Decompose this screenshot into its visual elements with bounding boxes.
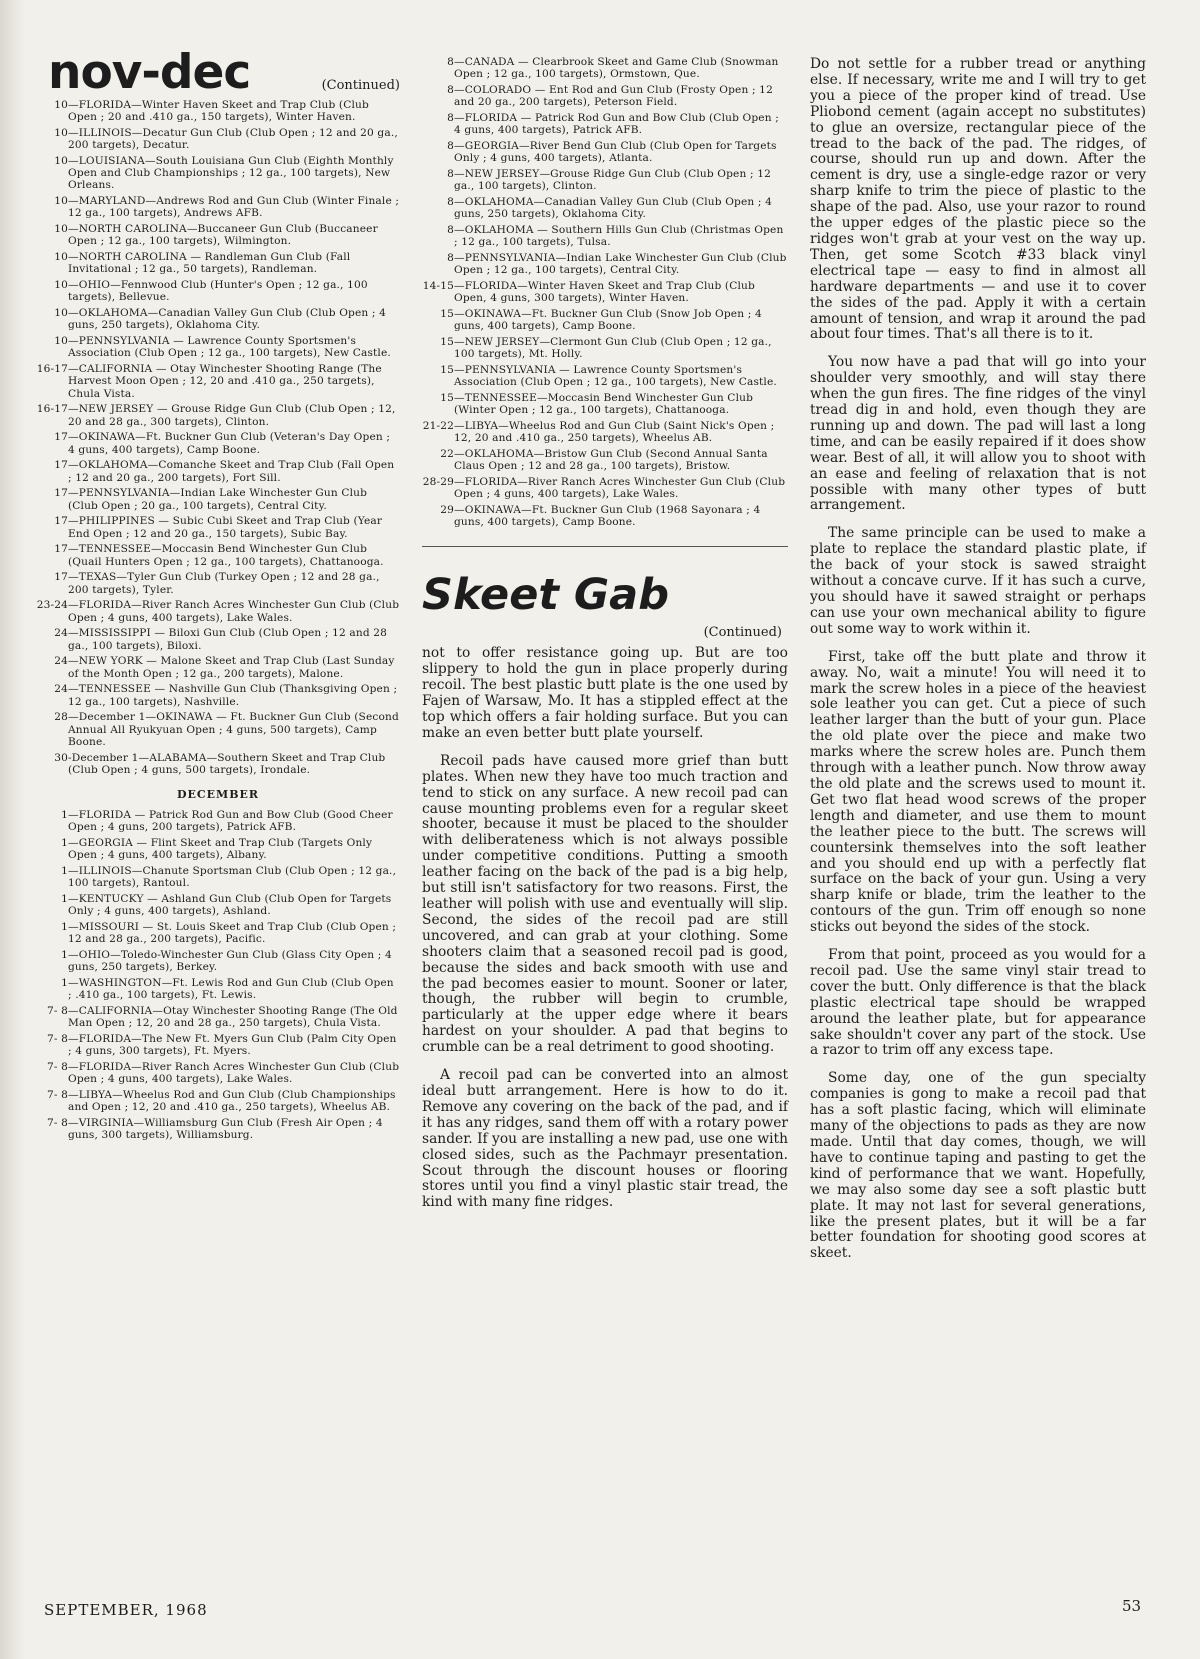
event-text: —OHIO—Toledo-Winchester Gun Club (Glass City Open ; 4 guns, 250 targets), Berkey. xyxy=(68,949,392,974)
event-text: —FLORIDA—The New Ft. Myers Gun Club (Palm City Open ; 4 guns, 300 targets), Ft. Myers. xyxy=(68,1033,397,1058)
event-entry xyxy=(422,504,788,528)
event-entry xyxy=(422,308,788,332)
event-text: —CALIFORNIA — Otay Winchester Shooting Range (The Harvest Moon Open ; 12, 20 and .410 ga., 250 targets), Chula Vista. xyxy=(68,363,382,400)
event-text: —OKLAHOMA—Canadian Valley Gun Club (Club Open ; 4 guns, 250 targets), Oklahoma City. xyxy=(68,307,387,332)
event-entry xyxy=(422,364,788,388)
event-entry xyxy=(36,837,400,861)
calendar-column-2 xyxy=(422,56,788,1223)
event-entry xyxy=(422,336,788,360)
event-entry xyxy=(422,56,788,80)
event-date: 8 xyxy=(447,168,454,180)
event-text: —OKLAHOMA—Comanche Skeet and Trap Club (Fall Open ; 12 and 20 ga., 200 targets), Fort Sill. xyxy=(68,459,395,484)
event-entry xyxy=(36,752,400,776)
event-entry xyxy=(36,1005,400,1029)
event-date: 17 xyxy=(54,571,68,584)
event-text: —PENNSYLVANIA — Lawrence County Sportsmen's Association (Club Open ; 12 ga., 100 targets), New Castle. xyxy=(68,335,391,360)
page-number: 53 xyxy=(1122,1597,1142,1615)
event-text: —GEORGIA—River Bend Gun Club (Club Open for Targets Only ; 4 guns, 400 targets), Atlanta. xyxy=(454,140,777,165)
event-date: 24 xyxy=(54,683,68,696)
event-entry xyxy=(36,655,400,679)
event-date: 17 xyxy=(54,515,68,528)
event-date: 10 xyxy=(54,155,68,167)
calendar-continued-label: (Continued) xyxy=(321,78,400,93)
event-entry xyxy=(36,307,400,331)
event-entry xyxy=(36,543,400,567)
event-entry xyxy=(36,155,400,192)
calendar-title: nov-dec xyxy=(48,45,251,100)
event-entry xyxy=(36,865,400,889)
article-paragraph: not to offer resistance going up. But are too slippery to hold the gun in place properly during recoil. The best plastic butt plate is the one used by Fajen of Warsaw, Mo. It has a stippled effect at the top which offers a fair holding surface. But you can make an even better butt plate yourself. xyxy=(422,645,788,741)
event-text: —PENNSYLVANIA—Indian Lake Winchester Gun Club (Club Open ; 12 ga., 100 targets), Central City. xyxy=(454,252,787,277)
event-text: —LIBYA—Wheelus Rod and Gun Club (Saint Nick's Open ; 12, 20 and .410 ga., 250 targets), Wheelus AB. xyxy=(454,420,775,445)
event-date: 1 xyxy=(61,921,68,934)
event-entry xyxy=(36,127,400,151)
event-date: 10 xyxy=(54,307,68,320)
event-entry xyxy=(422,252,788,276)
event-text: —NEW JERSEY—Clermont Gun Club (Club Open ; 12 ga., 100 targets), Mt. Holly. xyxy=(454,336,772,361)
event-date: 7- 8 xyxy=(46,1089,68,1102)
event-text: —TENNESSEE—Moccasin Bend Winchester Gun Club (Winter Open ; 12 ga., 100 targets), Chattanooga. xyxy=(454,392,754,417)
event-date: 15 xyxy=(440,308,454,320)
event-date: 1 xyxy=(61,865,68,878)
article-paragraph: From that point, proceed as you would for a recoil pad. Use the same vinyl stair tread to cover the butt. Only difference is that the black plastic electrical tape should be wrapped around the leather plate, but for appearance sake shouldn't cover any part of the stock. Use a razor to trim off any excess tape. xyxy=(810,947,1146,1059)
event-entry xyxy=(36,1117,400,1141)
event-entry xyxy=(36,223,400,247)
event-date: 14-15 xyxy=(422,280,454,292)
event-date: 28-29 xyxy=(422,476,454,488)
event-entry xyxy=(422,224,788,248)
event-entry xyxy=(36,195,400,219)
event-date: 10 xyxy=(54,335,68,348)
event-date: 8 xyxy=(447,84,454,96)
issue-date: SEPTEMBER, 1968 xyxy=(44,1601,208,1619)
event-text: —OKINAWA—Ft. Buckner Gun Club (1968 Sayonara ; 4 guns, 400 targets), Camp Boone. xyxy=(454,504,761,529)
event-date: 10 xyxy=(54,195,68,208)
event-text: —OKLAHOMA—Bristow Gun Club (Second Annual Santa Claus Open ; 12 and 28 ga., 100 targets), Bristow. xyxy=(454,448,768,473)
event-entry xyxy=(36,363,400,400)
event-text: —FLORIDA—River Ranch Acres Winchester Gun Club (Club Open ; 4 guns, 400 targets), Lake Wales. xyxy=(454,476,786,501)
event-date: 30 xyxy=(54,751,68,764)
article-column-3 xyxy=(810,57,1146,1274)
event-entry xyxy=(36,921,400,945)
event-date: 22 xyxy=(440,448,454,460)
event-text: —NEW YORK — Malone Skeet and Trap Club (Last Sunday of the Month Open ; 12 ga., 200 targets), Malone. xyxy=(68,655,395,680)
event-entry xyxy=(422,140,788,164)
event-text: —OKLAHOMA—Canadian Valley Gun Club (Club Open ; 4 guns, 250 targets), Oklahoma City. xyxy=(454,196,773,221)
section-divider xyxy=(422,546,788,547)
event-text: —FLORIDA—River Ranch Acres Winchester Gun Club (Club Open ; 4 guns, 400 targets), Lake Wales. xyxy=(68,599,400,624)
december-entries-col2 xyxy=(422,56,788,528)
event-entry xyxy=(36,335,400,359)
event-date: 16-17 xyxy=(36,363,68,376)
december-heading: DECEMBER xyxy=(176,788,260,802)
event-text: —FLORIDA — Patrick Rod Gun and Bow Club (Good Cheer Open ; 4 guns, 200 targets), Patrick AFB. xyxy=(68,809,393,834)
event-entry xyxy=(36,893,400,917)
event-entry xyxy=(36,627,400,651)
article-title: Skeet Gab xyxy=(422,570,669,621)
event-date: 10 xyxy=(54,99,68,111)
event-entry xyxy=(36,809,400,833)
article-paragraph: First, take off the butt plate and throw it away. No, wait a minute! You will need it to mark the screw holes in a piece of the heaviest sole leather you can get. Cut a piece of such leather larger than the butt of your gun. Place the old plate over the piece and make two marks where the screw holes are. Punch them through with a leather punch. Now throw away the old plate and the screws used to mount it. Get two flat head wood screws of the proper length and diameter, and use them to mount the leather piece to the butt. The screws will countersink themselves into the soft leather and you should end up with a perfectly flat surface on the back of your gun. Using a very sharp knife or blade, trim the leather to the contours of the gun. Trim off enough so none sticks out beyond the sides of the stock. xyxy=(810,648,1146,936)
event-date: 17 xyxy=(54,543,68,556)
event-text: —MISSOURI — St. Louis Skeet and Trap Club (Club Open ; 12 and 28 ga., 200 targets), Pacific. xyxy=(68,921,397,946)
calendar-column-1 xyxy=(36,45,400,1145)
event-date: 15 xyxy=(440,336,454,348)
article-paragraph: Some day, one of the gun specialty companies is gong to make a recoil pad that has a soft plastic facing, which will eliminate many of the objections to pads as they are now made. Until that day comes, though, we will have to continue taping and pasting to get the kind of performance that we want. Hopefully, we may also some day see a soft plastic butt plate. It may not last for several generations, like the present plates, but it will be a far better foundation for shooting good scores at skeet. xyxy=(810,1070,1146,1262)
event-text: —KENTUCKY — Ashland Gun Club (Club Open for Targets Only ; 4 guns, 400 targets), Ashland. xyxy=(68,893,392,918)
event-text: —LIBYA—Wheelus Rod and Gun Club (Club Championships and Open ; 12, 20 and .410 ga., 250 targets), Wheelus AB. xyxy=(68,1089,396,1114)
event-date: 8 xyxy=(447,224,454,236)
event-date: 8 xyxy=(447,112,454,124)
event-date: 1 xyxy=(61,893,68,906)
event-date: 8 xyxy=(447,56,454,68)
event-date: 1 xyxy=(61,949,68,962)
event-text: —ILLINOIS—Decatur Gun Club (Club Open ; 12 and 20 ga., 200 targets), Decatur. xyxy=(68,127,398,152)
event-text: —VIRGINIA—Williamsburg Gun Club (Fresh Air Open ; 4 guns, 300 targets), Williamsburg. xyxy=(68,1117,383,1142)
event-date: 7- 8 xyxy=(46,1005,68,1018)
event-entry xyxy=(36,251,400,275)
event-text: —GEORGIA — Flint Skeet and Trap Club (Targets Only Open ; 4 guns, 400 targets), Albany. xyxy=(68,837,373,862)
event-date: 8 xyxy=(447,140,454,152)
article-paragraph: Recoil pads have caused more grief than butt plates. When new they have too much traction and tend to stick on any surface. A new recoil pad can cause mounting problems even for a regular skeet shooter, because it must be placed to the shoulder with deliberateness which is not always possible under competitive conditions. Putting a smooth leather facing on the back of the pad is a big help, but still isn't satisfactory for two reasons. First, the leather will polish with use and eventually will slip. Second, the sides of the recoil pad are still uncovered, and can grab at your clothing. Some shooters claim that a seasoned recoil pad is good, because the sides and back smooth with use and the pad becomes easier to mount. Sooner or later, though, the rubber will begin to crumble, particularly at the upper edge where it bears hardest on your shoulder. A pad that begins to crumble can be a real detriment to good shooting. xyxy=(422,752,788,1056)
event-text: —FLORIDA—Winter Haven Skeet and Trap Club (Club Open ; 20 and .410 ga., 150 targets), Winter Haven. xyxy=(68,99,369,124)
event-entry xyxy=(36,683,400,707)
event-date: 17 xyxy=(54,459,68,472)
event-date: 8 xyxy=(447,252,454,264)
event-date: 29 xyxy=(440,504,454,516)
event-entry xyxy=(422,476,788,500)
event-text: —ILLINOIS—Chanute Sportsman Club (Club Open ; 12 ga., 100 targets), Rantoul. xyxy=(68,865,397,890)
event-date: 24 xyxy=(54,627,68,640)
event-entry xyxy=(422,168,788,192)
event-text: —NEW JERSEY — Grouse Ridge Gun Club (Club Open ; 12, 20 and 28 ga., 300 targets), Clinton. xyxy=(68,403,396,428)
event-text: —TENNESSEE — Nashville Gun Club (Thanksgiving Open ; 12 ga., 100 targets), Nashville. xyxy=(68,683,398,708)
event-date: 10 xyxy=(54,223,68,236)
article-body-col2 xyxy=(422,646,788,1211)
event-text: —PHILIPPINES — Subic Cubi Skeet and Trap Club (Year End Open ; 12 and 20 ga., 150 targets), Subic Bay. xyxy=(68,515,383,540)
event-date: 17 xyxy=(54,431,68,444)
adjacent-page-edge xyxy=(0,0,26,1659)
event-entry xyxy=(422,448,788,472)
event-date: 15 xyxy=(440,364,454,376)
event-entry xyxy=(36,1089,400,1113)
event-text: —CANADA — Clearbrook Skeet and Game Club (Snowman Open ; 12 ga., 100 targets), Ormstown, Que. xyxy=(454,56,779,81)
event-date: 15 xyxy=(440,392,454,404)
event-date: 7- 8 xyxy=(46,1117,68,1130)
event-entry xyxy=(36,515,400,539)
event-date: 17 xyxy=(54,487,68,500)
article-paragraph: The same principle can be used to make a plate to replace the standard plastic plate, if the back of your stock is sawed straight without a concave curve. If it has such a curve, you should have it sawed straight or perhaps can use your own mechanical ability to figure out some way to work within it. xyxy=(810,525,1146,637)
event-text: —OKINAWA—Ft. Buckner Gun Club (Veteran's Day Open ; 4 guns, 400 targets), Camp Boone. xyxy=(68,431,391,456)
event-entry xyxy=(422,392,788,416)
event-date: 10 xyxy=(54,127,68,139)
event-text: —OKINAWA—Ft. Buckner Gun Club (Snow Job Open ; 4 guns, 400 targets), Camp Boone. xyxy=(454,308,762,333)
event-date: 21-22 xyxy=(422,420,454,432)
event-date: 10 xyxy=(54,279,68,292)
article-body-col3 xyxy=(810,57,1146,1262)
event-text: —PENNSYLVANIA — Lawrence County Sportsmen's Association (Club Open ; 12 ga., 100 targets), New Castle. xyxy=(454,364,777,389)
event-entry xyxy=(422,196,788,220)
event-text: —TEXAS—Tyler Gun Club (Turkey Open ; 12 and 28 ga., 200 targets), Tyler. xyxy=(68,571,380,596)
event-text: —NORTH CAROLINA—Buccaneer Gun Club (Buccaneer Open ; 12 ga., 100 targets), Wilmington. xyxy=(68,223,378,248)
event-text: —OHIO—Fennwood Club (Hunter's Open ; 12 ga., 100 targets), Bellevue. xyxy=(68,279,368,304)
event-entry xyxy=(36,403,400,427)
event-text: —MARYLAND—Andrews Rod and Gun Club (Winter Finale ; 12 ga., 100 targets), Andrews AFB. xyxy=(68,195,400,220)
event-date: 1 xyxy=(61,809,68,822)
event-text: —PENNSYLVANIA—Indian Lake Winchester Gun Club (Club Open ; 20 ga., 100 targets), Central City. xyxy=(68,487,368,512)
event-entry xyxy=(36,279,400,303)
event-text: —TENNESSEE—Moccasin Bend Winchester Gun Club (Quail Hunters Open ; 12 ga., 100 targets), Chattanooga. xyxy=(68,543,384,568)
event-entry xyxy=(422,280,788,304)
event-date: 28 xyxy=(54,711,68,724)
event-text: -December 1—ALABAMA—Southern Skeet and Trap Club (Club Open ; 4 guns, 500 targets), Irondale. xyxy=(68,751,386,776)
event-text: —NORTH CAROLINA — Randleman Gun Club (Fall Invitational ; 12 ga., 50 targets), Randleman. xyxy=(68,251,351,276)
event-text: —MISSISSIPPI — Biloxi Gun Club (Club Open ; 12 and 28 ga., 100 targets), Biloxi. xyxy=(68,627,388,652)
event-date: 10 xyxy=(54,251,68,264)
event-date: 1 xyxy=(61,977,68,990)
event-entry xyxy=(36,487,400,511)
article-paragraph: Do not settle for a rubber tread or anything else. If necessary, write me and I will try to get you a piece of the proper kind of tread. Use Pliobond cement (again accept no substitutes) to glue an oversize, rectangular piece of the tread to the back of the pad. The ridges, of course, should run up and down. After the cement is dry, use a single-edge razor or very sharp knife to trim the piece of plastic to the shape of the pad. Also, use your razor to round the upper edges of the plastic piece so the ridges won't grab at your vest on the way up. Then, get some Scotch #33 black vinyl electrical tape — easy to find in almost all hardware departments — and use it to cover the sides of the pad. Apply it with a certain amount of tension, and wrap it around the pad about four times. That's all there is to it. xyxy=(810,56,1146,343)
event-date: 1 xyxy=(61,837,68,850)
event-entry xyxy=(36,711,400,748)
event-entry xyxy=(36,599,400,623)
event-entry xyxy=(422,112,788,136)
event-text: —COLORADO — Ent Rod and Gun Club (Frosty Open ; 12 and 20 ga., 200 targets), Peterson Field. xyxy=(454,84,773,109)
event-entry xyxy=(36,459,400,483)
event-entry xyxy=(36,977,400,1001)
event-entry xyxy=(36,99,400,123)
event-date: 23-24 xyxy=(36,599,68,612)
article-paragraph: A recoil pad can be converted into an almost ideal butt arrangement. Here is how to do it. Remove any covering on the back of the pad, and if it has any ridges, sand them off with a rotary power sander. If you are installing a new pad, use one with closed sides, such as the Pachmayr presentation. Scout through the discount houses or flooring stores until you find a vinyl plastic stair tread, the kind with many fine ridges. xyxy=(422,1067,788,1211)
event-date: 16-17 xyxy=(36,403,68,416)
article-paragraph: You now have a pad that will go into your shoulder very smoothly, and will stay there when the gun fires. The fine ridges of the vinyl tread dig in and hold, even though they are running up and down. The pad will last a long time, and can be easily repaired if it does show wear. Best of all, it will allow you to shoot with an ease and feeling of relaxation that is not possible with many other types of butt arrangement. xyxy=(810,354,1146,514)
november-entries xyxy=(36,99,400,776)
event-text: —LOUISIANA—South Louisiana Gun Club (Eighth Monthly Open and Club Championships ; 12 ga., 100 targets), New Orleans. xyxy=(68,155,394,192)
event-entry xyxy=(36,1033,400,1057)
event-text: —December 1—OKINAWA — Ft. Buckner Gun Club (Second Annual All Ryukyuan Open ; 4 guns, 500 targets), Camp Boone. xyxy=(68,711,399,748)
event-entry xyxy=(36,571,400,595)
event-entry xyxy=(422,420,788,444)
event-entry xyxy=(36,1061,400,1085)
event-date: 7- 8 xyxy=(46,1033,68,1046)
event-date: 7- 8 xyxy=(46,1061,68,1074)
event-text: —CALIFORNIA—Otay Winchester Shooting Range (The Old Man Open ; 12, 20 and 28 ga., 250 targets), Chula Vista. xyxy=(68,1005,398,1030)
event-text: —FLORIDA—River Ranch Acres Winchester Gun Club (Club Open ; 4 guns, 400 targets), Lake Wales. xyxy=(68,1061,400,1086)
event-date: 24 xyxy=(54,655,68,668)
event-text: —FLORIDA—Winter Haven Skeet and Trap Club (Club Open, 4 guns, 300 targets), Winter Haven. xyxy=(454,280,755,305)
event-entry xyxy=(422,84,788,108)
december-entries-col1 xyxy=(36,809,400,1141)
event-date: 8 xyxy=(447,196,454,208)
event-text: —OKLAHOMA — Southern Hills Gun Club (Christmas Open ; 12 ga., 100 targets), Tulsa. xyxy=(454,224,784,249)
event-text: —FLORIDA — Patrick Rod Gun and Bow Club (Club Open ; 4 guns, 400 targets), Patrick AFB. xyxy=(454,112,779,137)
event-entry xyxy=(36,431,400,455)
event-text: —NEW JERSEY—Grouse Ridge Gun Club (Club Open ; 12 ga., 100 targets), Clinton. xyxy=(454,168,771,193)
article-continued-label: (Continued) xyxy=(703,625,782,641)
event-entry xyxy=(36,949,400,973)
event-text: —WASHINGTON—Ft. Lewis Rod and Gun Club (Club Open ; .410 ga., 100 targets), Ft. Lewis. xyxy=(68,977,394,1002)
